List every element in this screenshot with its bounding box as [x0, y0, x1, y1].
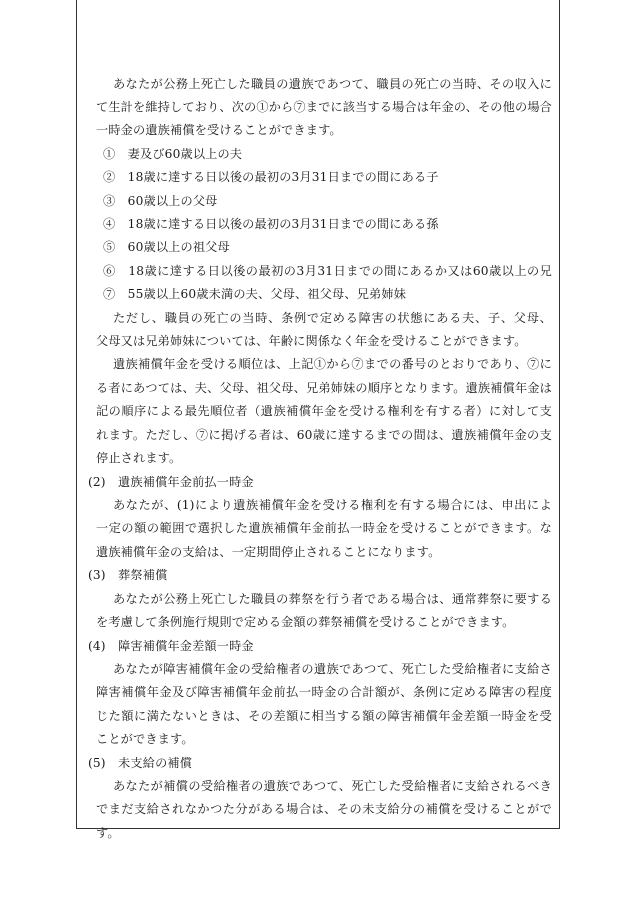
text-line: を考慮して条例施行規則で定める金額の葬祭補償を受けることができます。 — [96, 615, 515, 629]
text-line: 停止されます。 — [96, 451, 182, 465]
text-line: あなたが、(1)により遺族補償年金を受ける権利を有する場合には、申出によ — [113, 498, 552, 512]
text-line: ⑦ 55歳以上60歳未満の夫、父母、祖父母、兄弟姉妹 — [103, 287, 407, 301]
text-line: て生計を維持しており、次の①から⑦までに該当する場合は年金の、その他の場合 — [96, 100, 552, 114]
text-line: ⑤ 60歳以上の祖父母 — [103, 240, 230, 254]
text-line: あなたが障害補償年金の受給権者の遺族であつて、死亡した受給権者に支給さ — [113, 662, 552, 676]
text-line: ⑥ 18歳に達する日以後の最初の3月31日までの間にあるか又は60歳以上の兄 — [103, 264, 552, 278]
text-line: じた額に満たないときは、その差額に相当する額の障害補償年金差額一時金を受 — [96, 709, 552, 723]
text-line: あなたが補償の受給権者の遺族であつて、死亡した受給権者に支給されるべき — [113, 779, 552, 793]
text-line: ① 妻及び60歳以上の夫 — [103, 147, 243, 161]
text-line: (5) 未支給の補償 — [88, 756, 193, 770]
text-line: す。 — [96, 826, 120, 840]
text-line: 記の順序による最先順位者（遺族補償年金を受ける権利を有する者）に対して支 — [96, 404, 552, 418]
text-line: (3) 葬祭補償 — [88, 568, 168, 582]
text-line: 障害補償年金及び障害補償年金前払一時金の合計額が、条例に定める障害の程度 — [96, 685, 552, 699]
text-line: ことができます。 — [96, 732, 194, 746]
text-line: 遺族補償年金を受ける順位は、上記①から⑦までの番号のとおりであり、⑦に — [113, 357, 552, 371]
text-line: れます。ただし、⑦に掲げる者は、60歳に達するまでの間は、遺族補償年金の支 — [96, 428, 552, 442]
text-line: ③ 60歳以上の父母 — [103, 194, 218, 208]
text-line: ② 18歳に達する日以後の最初の3月31日までの間にある子 — [103, 170, 439, 184]
text-line: ただし、職員の死亡の当時、条例で定める障害の状態にある夫、子、父母、 — [113, 311, 552, 325]
text-line: る者にあつては、夫、父母、祖父母、兄弟姉妹の順序となります。遺族補償年金は — [96, 381, 552, 395]
text-line: ④ 18歳に達する日以後の最初の3月31日までの間にある孫 — [103, 217, 439, 231]
text-line: 父母又は兄弟姉妹については、年齢に関係なく年金を受けることができます。 — [96, 334, 527, 348]
text-line: (4) 障害補償年金差額一時金 — [88, 639, 254, 653]
text-line: 一定の額の範囲で選択した遺族補償年金前払一時金を受けることができます。な — [96, 521, 552, 535]
text-line: (2) 遺族補償年金前払一時金 — [88, 475, 254, 489]
text-line: でまだ支給されなかつた分がある場合は、その未支給分の補償を受けることがで — [96, 802, 552, 816]
text-line: 一時金の遺族補償を受けることができます。 — [96, 123, 342, 137]
text-line: あなたが公務上死亡した職員の葬祭を行う者である場合は、通常葬祭に要する — [113, 592, 552, 606]
text-line: 遺族補償年金の支給は、一定期間停止されることになります。 — [96, 545, 441, 559]
text-line: あなたが公務上死亡した職員の遺族であつて、職員の死亡の当時、その収入に — [113, 77, 552, 91]
